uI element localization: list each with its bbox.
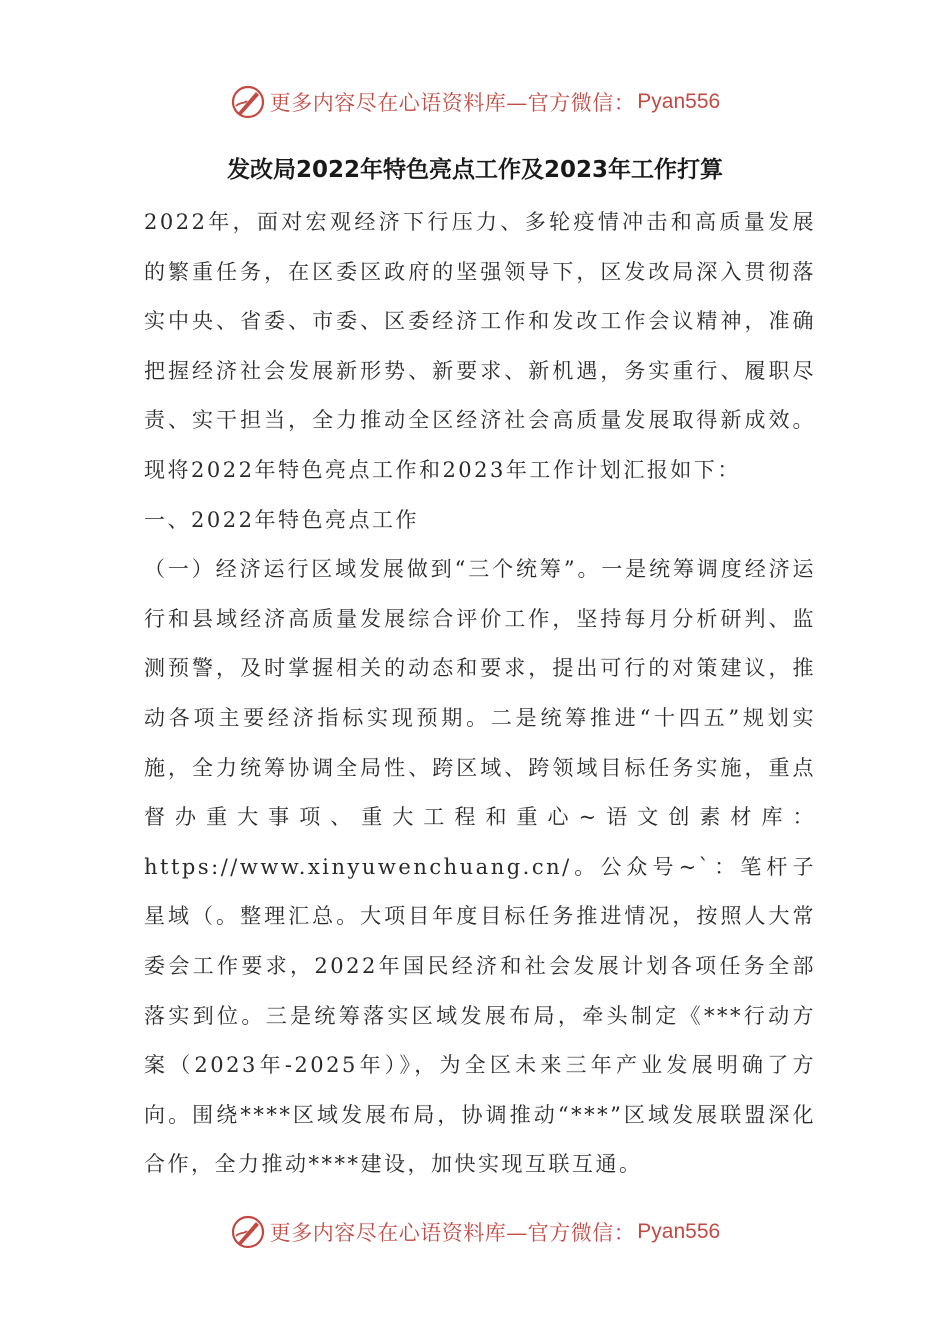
watermark-banner-bottom bbox=[0, 1210, 950, 1254]
quill-pen-logo-icon bbox=[230, 84, 266, 120]
watermark-wechat-id: Pyan556 bbox=[637, 1220, 721, 1243]
section-heading: 一、2022年特色亮点工作 bbox=[144, 507, 419, 532]
document-title: 发改局2022年特色亮点工作及2023年工作打算 bbox=[226, 157, 724, 183]
watermark-wechat-id: Pyan556 bbox=[637, 90, 721, 113]
watermark-text: 更多内容尽在心语资料库—官方微信： bbox=[269, 1221, 636, 1245]
watermark-banner-top bbox=[0, 80, 950, 124]
document-body bbox=[144, 198, 816, 1190]
intro-paragraph: 2022年，面对宏观经济下行压力、多轮疫情冲击和高质量发展的繁重任务，在区委区政府的坚强领导下，区发改局深入贯彻落实中央、省委、市委、区委经济工作和发改工作会议精神，准确把握经济社会发展新形势、新要求、新机遇，务实重行、履职尽责、实干担当，全力推动全区经济社会高质量发展取得新成效。现将2022年特色亮点工作和2023年工作计划汇报如下： bbox=[144, 210, 816, 482]
quill-pen-logo-icon bbox=[230, 1214, 266, 1250]
watermark-text: 更多内容尽在心语资料库—官方微信： bbox=[269, 91, 636, 115]
paragraph-economic-operation: （一）经济运行区域发展做到“三个统筹”。一是统筹调度经济运行和县域经济高质量发展综合评价工作，坚持每月分析研判、监测预警，及时掌握相关的动态和要求，提出可行的对策建议，推动各项主要经济指标实现预期。二是统筹推进“十四五”规划实施，全力统筹协调全局性、跨区域、跨领域目标任务实施，重点督办重大事项、重大工程和重心~语文创素材库：https://www.xinyuwenchuang.cn/。公众号~`：笔杆子星域（。整理汇总。大项目年度目标任务推进情况，按照人大常委会工作要求，2022年国民经济和社会发展计划各项任务全部落实到位。三是统筹落实区域发展布局，牵头制定《***行动方案（2023年-2025年）》，为全区未来三年产业发展明确了方向。围绕****区域发展布局，协调推动“***”区域发展联盟深化合作，全力推动****建设，加快实现互联互通。 bbox=[144, 557, 816, 1177]
